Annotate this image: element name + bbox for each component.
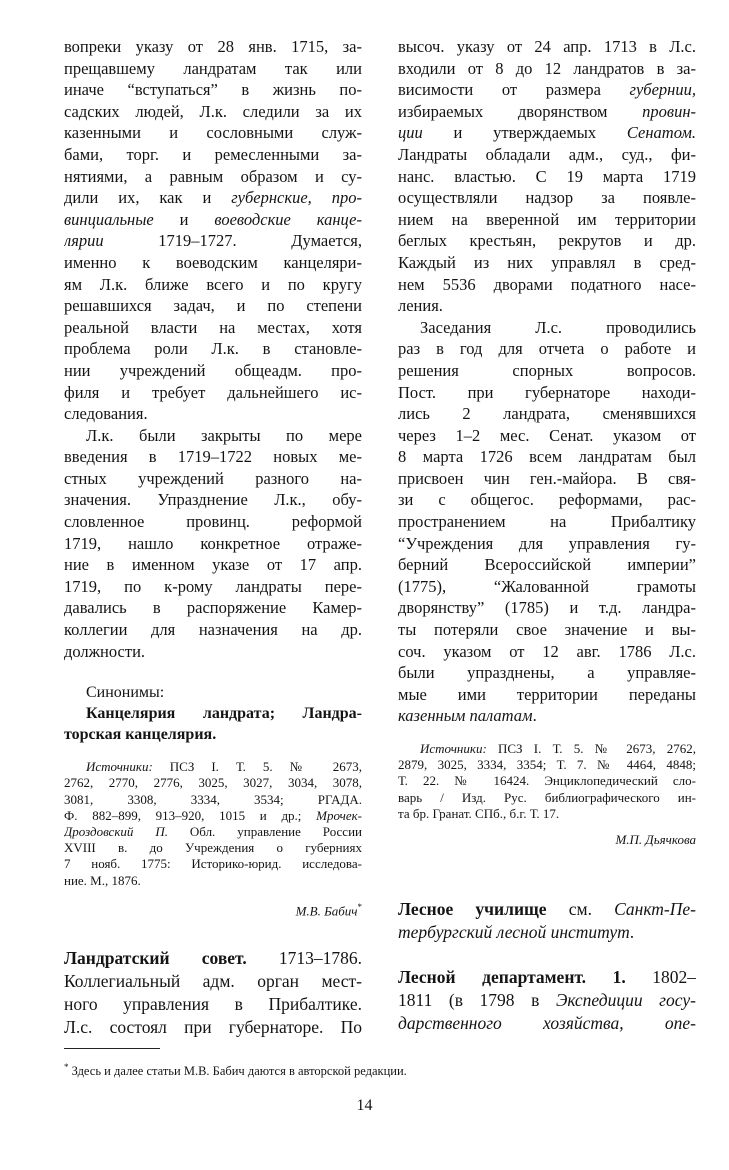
sources-line: 2762, 2770, 2776, 3025, 3027, 3034, 3078,: [64, 775, 362, 791]
text-line: были упразднены, а управляе-: [398, 663, 696, 683]
italic-span: опе-: [623, 1012, 696, 1033]
text-line: казенными и сословными служ-: [64, 123, 362, 143]
text-line: введения в 1719–1722 новых ме-: [64, 447, 362, 467]
text-line: следования.: [64, 404, 148, 424]
synonyms-line: Канцелярия ландрата; Ландра-: [86, 705, 362, 723]
text-line: высоч. указу от 24 апр. 1713 в Л.с.: [398, 37, 696, 56]
right-paragraph-2: [398, 317, 696, 727]
text-span: Обл. управление России: [167, 823, 362, 839]
author-signature: [64, 899, 362, 919]
text-line: бами, торг. и ремесленными за-: [64, 144, 362, 164]
entry-title: Лесной департамент. 1.: [398, 966, 626, 987]
text-line: [398, 79, 696, 101]
text-line: 1719, по к-рому ландраты пере-: [64, 576, 362, 596]
text-line: филя и требует дальнейшего ис-: [64, 382, 362, 402]
text-line: коллегии для назначения на др.: [64, 620, 362, 640]
cross-reference: тербургский лесной институт: [398, 921, 630, 942]
text-line: решавшихся задач, и по степени: [64, 296, 362, 316]
text-line: лись 2 ландрата, сменявшихся: [398, 404, 696, 424]
entry-line: [64, 947, 362, 970]
text-line: реальной власти на местах, хотя: [64, 317, 362, 337]
entry-line: [398, 898, 696, 921]
text-line: беглых крестьян, рекрутов и др.: [398, 231, 696, 251]
text-line: (1775), “Жалованной грамоты: [398, 576, 696, 596]
cross-reference: Санкт-Пе-: [614, 898, 696, 919]
text-span: избираемых дворянством: [398, 101, 643, 121]
sources-label: Источники:: [86, 759, 153, 775]
italic-link: винциальные: [64, 209, 154, 229]
synonyms-heading: Синонимы:: [86, 684, 165, 702]
text-span: висимости от размера: [398, 80, 630, 100]
text-line: значения. Упразднение Л.к., обу-: [64, 490, 362, 510]
text-line: Каждый из них управлял в сред-: [398, 252, 696, 272]
italic-link: ции: [398, 123, 423, 143]
text-line: раз в год для отчета о работе и: [398, 339, 696, 359]
text-span: ПСЗ I. Т. 5. № 2673,: [152, 759, 362, 775]
left-paragraph-2: [64, 425, 362, 663]
text-line: Л.к. были закрыты по мере: [86, 425, 362, 445]
text-line: [398, 122, 696, 144]
text-span: дили их, как и: [64, 188, 232, 208]
text-span: 1713–1786.: [246, 948, 362, 969]
spacer: [398, 944, 696, 966]
italic-link: губернские, про-: [231, 188, 362, 208]
text-line: [64, 187, 362, 209]
text-line: [398, 705, 696, 727]
italic-link: губернии,: [629, 80, 696, 100]
text-line: садских людей, Л.к. следили за их: [64, 101, 362, 121]
author-name: М.В. Бабич: [295, 903, 358, 919]
sources-line: 3081, 3308, 3334, 3534; РГАДА.: [64, 791, 362, 807]
text-span: 1719–1727. Думается,: [103, 231, 362, 251]
text-span: см.: [546, 898, 615, 919]
entry-line: [398, 966, 696, 989]
footnote-text: Здесь и далее статьи М.В. Бабич даются в авторской редакции.: [68, 1064, 407, 1079]
left-paragraph-1: [64, 36, 362, 425]
text-line: стных учреждений разного на-: [64, 468, 362, 488]
italic-span: Дроздовский П.: [64, 823, 168, 839]
italic-link: лярии: [64, 231, 104, 251]
text-line: 8 марта 1726 всем ландратам был: [398, 447, 696, 467]
entry-landrat-council: [64, 947, 362, 1039]
text-span: .: [532, 706, 537, 726]
text-line: “Учреждения для управления гу-: [398, 533, 696, 553]
text-line: вопреки указу от 28 янв. 1715, за-: [64, 37, 362, 56]
text-line: нем 5536 дворами податного насе-: [398, 274, 696, 294]
text-line: мые ими территории переданы: [398, 684, 696, 704]
text-line: нанс. властью. С 19 марта 1719: [398, 166, 696, 186]
sources-line: 2879, 3025, 3334, 3354; Т. 7. № 4464, 4848;: [398, 757, 696, 773]
text-line: берний Всероссийской империи”: [398, 555, 696, 575]
text-line: через 1–2 мес. Сенат. указом от: [398, 425, 696, 445]
sources-line: [398, 741, 696, 757]
italic-link: воеводские канце-: [214, 209, 362, 229]
text-line: входили от 8 до 12 ландратов в за-: [398, 58, 696, 78]
text-line: ям Л.к. ближе всего и по кругу: [64, 274, 362, 294]
text-span: и: [153, 209, 215, 229]
text-line: нием на вверенной им территории: [398, 209, 696, 229]
entry-line: [398, 1012, 696, 1035]
text-line: давались в распоряжение Камер-: [64, 598, 362, 618]
entry-forest-school: [398, 898, 696, 944]
sources-block: [398, 741, 696, 822]
sources-line: [64, 824, 362, 840]
text-line: нии учреждений общеадм. про-: [64, 360, 362, 380]
sources-line: та бр. Гранат. СПб., б.г. Т. 17.: [398, 805, 560, 821]
cross-reference: Экспедиции госу-: [555, 989, 696, 1010]
text-line: [64, 230, 362, 252]
sources-line: XVIII в. до Учреждения о губерниях: [64, 840, 362, 856]
text-span: 1811 (в 1798 в: [398, 989, 556, 1010]
synonyms-line: торская канцелярия.: [64, 726, 217, 744]
text-line: [398, 101, 696, 123]
page-number: 14: [356, 1097, 373, 1114]
entry-line: [398, 989, 696, 1012]
text-line: [64, 209, 362, 231]
text-line: 1719, нашло конкретное отраже-: [64, 533, 362, 553]
entry-line: Коллегиальный адм. орган мест-: [64, 971, 362, 992]
sources-label: Источники:: [420, 741, 487, 756]
entry-title: Лесное училище: [398, 898, 547, 919]
text-line: должности.: [64, 641, 146, 661]
sources-block: [64, 759, 362, 889]
sources-line: варь / Изд. Рус. библиографического ин-: [398, 789, 696, 805]
text-line: Ландраты обладали адм., суд., фи-: [398, 144, 696, 164]
sources-line: [64, 808, 362, 824]
text-line: прещавшему ландратам так или: [64, 58, 362, 78]
sources-line: 7 нояб. 1775: Историко-юрид. исследова-: [64, 856, 362, 872]
italic-link: провин-: [642, 101, 696, 121]
italic-span: Мрочек-: [316, 807, 362, 823]
italic-link: казенным палатам: [398, 706, 533, 726]
right-paragraph-1: [398, 36, 696, 317]
text-line: ние в именном указе от 17 апр.: [64, 555, 362, 575]
text-line: ления.: [398, 296, 443, 316]
footnote-rule: [64, 1048, 160, 1049]
author-signature: М.П. Дьячкова: [615, 831, 696, 847]
spacer: [398, 848, 696, 898]
sources-line: Т. 22. № 16424. Энциклопедический сло-: [398, 773, 696, 789]
text-line: проблема роли Л.к. в становле-: [64, 339, 362, 359]
text-span: Ф. 882–899, 913–920, 1015 и др.;: [64, 807, 317, 823]
text-line: дворянству” (1785) и т.д. ландра-: [398, 598, 696, 618]
text-span: .: [629, 921, 635, 942]
footnote: [64, 1059, 407, 1079]
entry-title: Ландратский совет.: [64, 948, 247, 969]
entry-forest-department: [398, 966, 696, 1035]
text-line: Заседания Л.с. проводились: [420, 317, 696, 337]
text-line: пространением на Прибалтику: [398, 512, 696, 532]
text-line: именно к воеводским канцеляри-: [64, 252, 362, 272]
sources-line: [64, 759, 362, 775]
text-line: соч. указом от 12 авг. 1786 Л.с.: [398, 641, 696, 661]
text-span: 1802–: [625, 966, 696, 987]
text-line: нятиями, а равным образом и су-: [64, 166, 362, 186]
text-line: присвоен чин ген.-майора. В свя-: [398, 468, 696, 488]
text-line: осуществляли надзор за появле-: [398, 188, 696, 208]
text-line: иначе “вступаться” в жизнь по-: [64, 80, 362, 100]
right-column: [398, 36, 696, 1035]
text-span: ПСЗ I. Т. 5. № 2673, 2762,: [486, 741, 696, 756]
text-line: Пост. при губернаторе находи-: [398, 382, 696, 402]
italic-link: Сенатом.: [626, 123, 696, 143]
entry-line: ного управления в Прибалтике.: [64, 994, 362, 1015]
cross-reference: дарственного хозяйства,: [398, 1012, 624, 1033]
text-line: зи с общегос. реформами, рас-: [398, 490, 696, 510]
text-span: и утверждаемых: [422, 123, 627, 143]
entry-line: [398, 921, 696, 944]
spacer: [64, 919, 362, 947]
sources-line: ние. М., 1876.: [64, 872, 141, 888]
text-line: ты потеряли свое значение и вы-: [398, 620, 696, 640]
footnote-mark: *: [357, 901, 362, 912]
footnote-mark: *: [64, 1062, 69, 1072]
entry-line: Л.с. состоял при губернаторе. По: [64, 1017, 362, 1038]
text-line: решения спорных вопросов.: [398, 360, 696, 380]
left-column: [64, 36, 362, 1039]
text-line: словленное провинц. реформой: [64, 512, 362, 532]
